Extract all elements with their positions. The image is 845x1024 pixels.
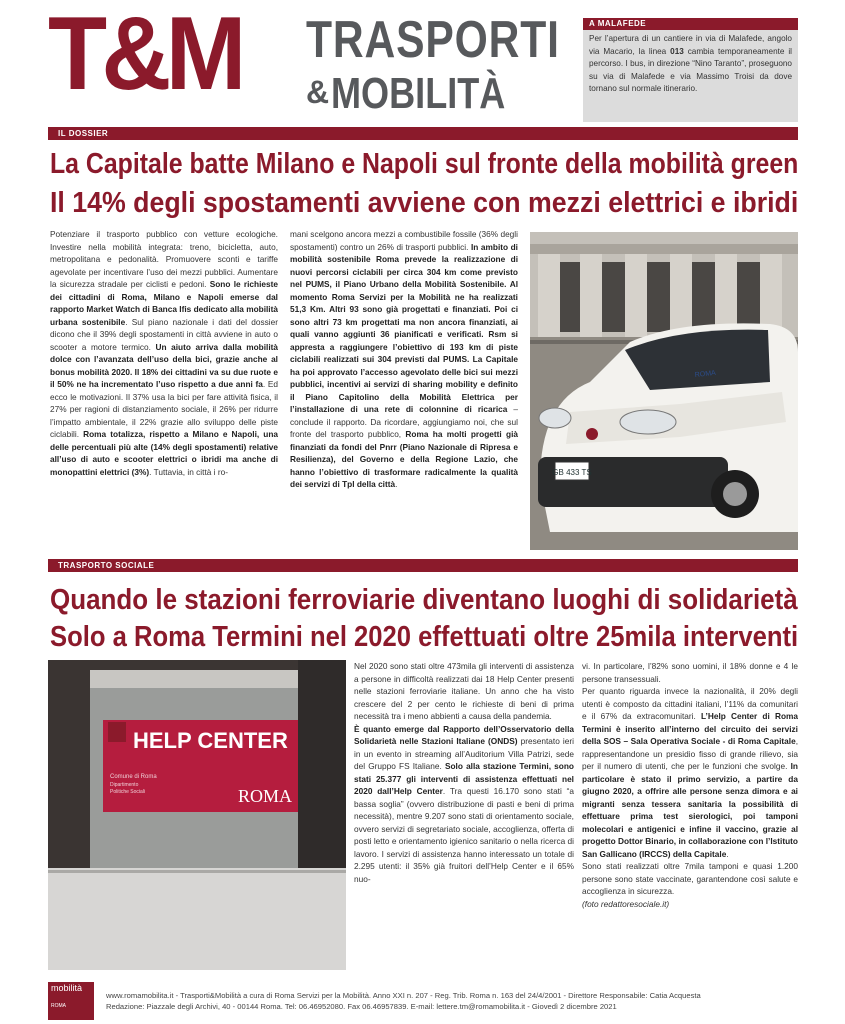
dossier-photo-electric-car xyxy=(530,232,798,550)
dossier-column-1: Potenziare il trasporto pubblico con vetture ecologiche. Investire nella mobilità integrata: treno, bicicletta, auto, metropolitana e pedonalità. Promuovere sconti e tariffe agevolate per incentivare l’uso dei mezzi pubblici. Aumentare la sicurezza stradale per ciclisti e pedoni. Sono le richieste dei cittadini di Roma, Milano e Napoli emerse dal rapporto Market Watch di Banca Ifis dedicato alla mobilità urbana sostenibile. Sul piano nazionale i dati del dossier dicono che il 39% degli spostamenti in città avviene in auto o scooter a motore termico. Un aiuto arriva dalla mobilità dolce con l’avanzata dell’uso della bici, grazie anche al bonus mobilità 2020. Il 18% dei cittadini va su due ruote e il 50% ne ha incrementato l’uso rispetto a due anni fa. Ed ecco le motivazioni. Il 37% usa la bici per fare attività fisica, il 27% per ragioni di distanziamento sociale, il 26% per ridurre l’impatto ambientale, il 22% grazie allo sviluppo delle piste ciclabili. Roma totalizza, rispetto a Milano e Napoli, una delle percentuali più alte (14% degli spostamenti) relative all’uso di auto e scooter elettrici o ibridi ma anche di monopattini elettrici (3%). Tuttavia, in città i ro- xyxy=(50,229,278,477)
news-sidebar-box xyxy=(583,18,798,122)
sign-small-line-3: Politiche Sociali xyxy=(110,789,146,795)
masthead xyxy=(48,10,583,122)
dossier-headline-2: Il 14% degli spostamenti avviene con mezzi elettrici e ibridi xyxy=(50,187,799,219)
footer-text xyxy=(106,990,701,1012)
sign-small-line-2: Dipartimento xyxy=(110,782,139,788)
social-headline-1: Quando le stazioni ferroviarie diventano luoghi di solidarietà xyxy=(50,584,798,616)
masthead-word-trasporti: TRASPORTI xyxy=(306,11,560,69)
section-bar-social: TRASPORTO SOCIALE xyxy=(48,559,798,572)
dossier-headline-1: La Capitale batte Milano e Napoli sul fronte della mobilità green xyxy=(50,148,799,180)
footer-logo-top: mobilità xyxy=(51,983,83,993)
social-photo-help-center xyxy=(48,660,346,970)
social-column-2: vi. In particolare, l’82% sono uomini, il 18% donne e 4 le persone transessuali. Per quanto riguarda invece la nazionalità, il 20% degli utenti è composto da cittadini italiani, l’11% da comunitari e il 67% da extracomunitari. L’Help Center di Roma Termini è inserito all’interno del circuito dei servizi della SOS – Sala Operativa Sociale - di Roma Capitale, rappresentandone un presidio fisso di grande rilievo, sia per il numero di utenti, che per le funzioni che svolge. In particolare è stato il primo servizio, a partire da giugno 2020, a offrire alle persone senza dimora e ai migranti senza tessera sanitaria la possibilità di effettuare prima test sierologici, poi tamponi molecolari e antigenici e infine il vaccino, grazie al progetto Dottor Binario, in collaborazione con l’Istituto San Gallicano (IRCCS) della Capitale. Sono stati realizzati oltre 7mila tamponi e quasi 1.200 persone sono state vaccinate, garantendone così salute e accoglienza in sicurezza. (foto redattoresociale.it) xyxy=(582,661,798,909)
help-center-sign-text: HELP CENTER xyxy=(133,728,288,753)
sidebar-heading: A MALAFEDE xyxy=(583,18,798,30)
footer xyxy=(48,980,798,1024)
help-center-sign-roma: ROMA xyxy=(238,786,293,806)
footer-logo-bottom: ROMA xyxy=(51,1003,66,1009)
sign-small-line-1: Comune di Roma xyxy=(110,774,157,780)
footer-line-2: Redazione: Piazzale degli Archivi, 40 - 00144 Roma. Tel: 06.46952080. Fax 06.46957839. E-mail: lettere.tm@romamobilita.it - Giovedì 2 dicembre 2021 xyxy=(106,1002,617,1011)
dossier-column-2: mani scelgono ancora mezzi a combustibile fossile (36% degli spostamenti) contro un 26% di trasporti pubblici. In ambito di mobilità sostenibile Roma prevede la realizzazione di nuovi percorsi ciclabili per circa 304 km come previsto nel PUMS, il Piano Urbano della Mobilità Sostenibile. Al momento Roma Servizi per la Mobilità ne ha realizzati 51,3 Km. Altri 93 sono già progettati e finanziati. Poi ci sono altri 73 km progettati ma non ancora finanziati, ai quali vanno aggiunti 36 pianificati e verificati. Rsm si appresta a raggiungere l’obiettivo di 193 km di piste ciclabili realizzati sui 304 previsti dal PUMS. La Capitale ha poi approvato l’accesso agevolato delle bici sui mezzi pubblici, incentivi ai servizi di sharing mobility e definito il Piano Capitolino della Mobilità Elettrica per l’installazione di una rete di colonnine di ricarica – conclude il rapporto. Da ricordare, aggiungiamo noi, che sul fronte del trasporto pubblico, Roma ha molti progetti già finanziati da fondi del Pnrr (Piano Nazionale di Ripresa e Resilienza), del Governo e della Regione Lazio, che hanno l’obiettivo di trasformare radicalmente la qualità dei servizi di Tpl della città. xyxy=(290,229,518,489)
footer-logo xyxy=(48,982,94,1020)
social-column-1: Nel 2020 sono stati oltre 473mila gli interventi di assistenza a persone in difficoltà realizzati dai 18 Help Center presenti nelle stazioni ferroviarie italiane. Un anno che ha visto crescere del 2 per cento le richieste di beni di prima necessità tra i meno abbienti a causa della pandemia. È quanto emerge dal Rapporto dell’Osservatorio della Solidarietà nelle Stazioni Italiane (ONDS) presentato ieri in un evento in streaming all’Auditorium Villa Patrizi, sede del Gruppo FS Italiane. Solo alla stazione Termini, sono stati 25.377 gli interventi di assistenza effettuati nel 2020 dall’Help Center. Tra questi 16.170 sono stati “a bassa soglia” (ovvero distribuzione di pasti e beni di prima necessità), mentre 9.207 sono stati di orientamento sociale, ovvero servizi di segretariato sociale, accoglienza, offerta di posti letto e orientamento igienico sanitario o nella ricerca di lavoro. I servizi di assistenza hanno interessato un totale di 2.295 utenti: il 35% già fruitori dell’Help Center e il 65% nuo- xyxy=(354,661,574,884)
footer-line-1: www.romamobilita.it - Trasporti&Mobilità a cura di Roma Servizi per la Mobilità. Anno XXI n. 207 - Reg. Trib. Roma n. 163 del 24/4/2001 - Direttore Responsabile: Catia Acquesta xyxy=(106,991,701,1000)
help-center-photo-illustration xyxy=(48,660,346,970)
masthead-logo: T&M xyxy=(48,10,241,112)
car-branding: ROMA xyxy=(694,369,717,379)
masthead-ampersand: & xyxy=(306,74,330,110)
section-bar-dossier: IL DOSSIER xyxy=(48,127,798,140)
car-photo-illustration xyxy=(530,232,798,550)
sidebar-text: Per l’apertura di un cantiere in via di Malafede, angolo via Macario, la linea 013 cambia temporaneamente il percorso. I bus, in direzione “Nino Taranto”, proseguono su via di Malafede e via Massimo Troisi da dove tornano sul normale itinerario. xyxy=(589,34,792,93)
car-plate: GB 433 TS xyxy=(552,468,592,477)
masthead-word-mobilita: MOBILITÀ xyxy=(331,69,506,118)
social-headline-2: Solo a Roma Termini nel 2020 effettuati oltre 25mila interventi xyxy=(50,621,799,653)
